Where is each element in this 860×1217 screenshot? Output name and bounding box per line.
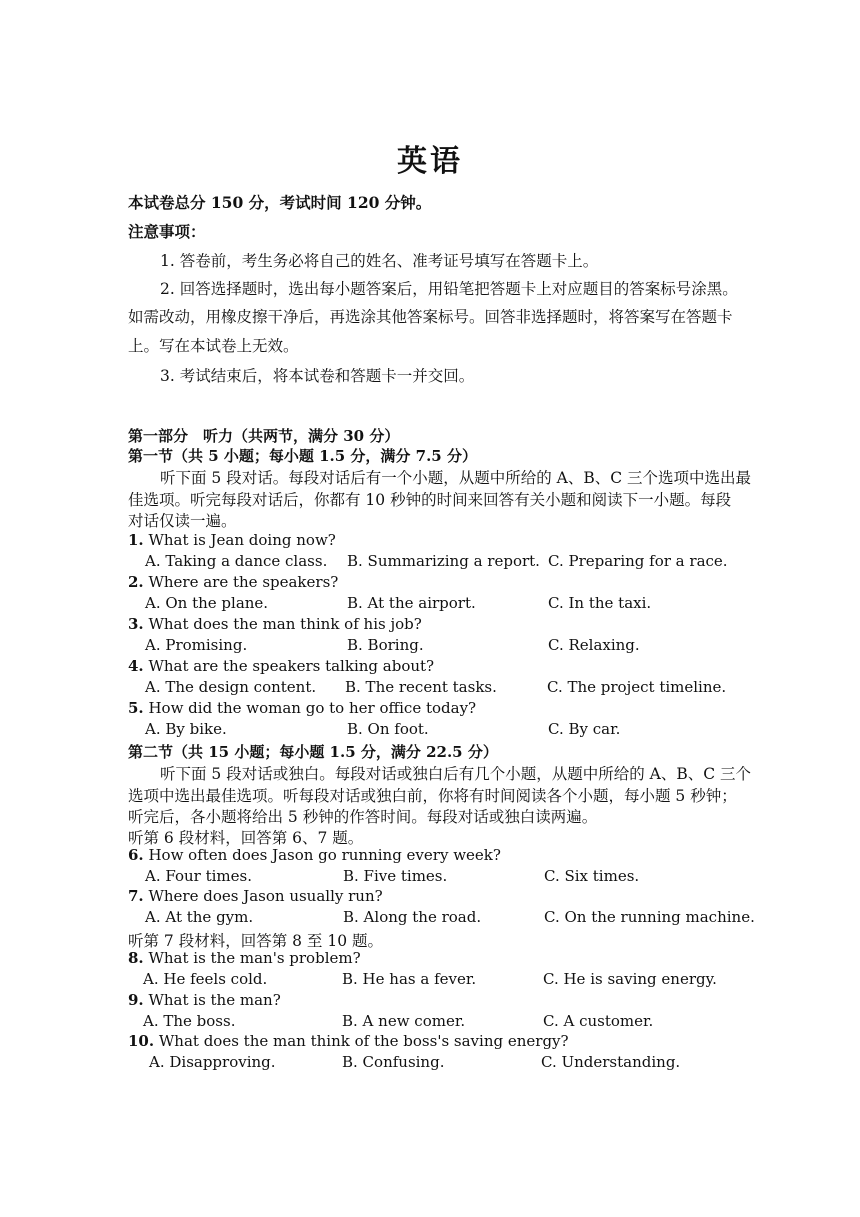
option-b: B. Boring.	[347, 636, 424, 654]
option-c: C. Preparing for a race.	[548, 552, 728, 570]
notice-heading: 注意事项：	[128, 222, 206, 241]
material-instruction: 听第 7 段材料，回答第 8 至 10 题。	[128, 932, 384, 950]
option-b: B. Summarizing a report.	[347, 552, 540, 570]
option-a: A. By bike.	[145, 720, 227, 738]
option-a: A. The design content.	[145, 678, 317, 696]
page-title: 英语	[397, 144, 463, 179]
option-c: C. Understanding.	[541, 1053, 681, 1071]
notice-item-2: 2. 回答选择题时，选出每小题答案后，用铅笔把答题卡上对应题目的答案标号涂黑。	[160, 280, 738, 298]
option-c: C. By car.	[548, 720, 621, 738]
option-b: B. Along the road.	[343, 908, 482, 926]
option-a: A. Taking a dance class.	[145, 552, 328, 570]
question-3: 3. What does the man think of his job?	[128, 615, 422, 633]
section-heading: 第二节（共 15 小题；每小题 1.5 分，满分 22.5 分）	[128, 743, 498, 761]
section-heading: 第一节（共 5 小题；每小题 1.5 分，满分 7.5 分）	[128, 447, 477, 465]
notice-item-3: 3. 考试结束后，将本试卷和答题卡一并交回。	[160, 367, 475, 385]
section-instruction: 听下面 5 段对话。每段对话后有一个小题，从题中所给的 A、B、C 三个选项中选出最	[160, 469, 752, 487]
option-b: B. Confusing.	[342, 1053, 445, 1071]
question-1: 1. What is Jean doing now?	[128, 531, 336, 549]
notice-item-2-cont: 上。写在本试卷上无效。	[128, 337, 299, 355]
option-a: A. Disapproving.	[149, 1053, 276, 1071]
option-c: C. The project timeline.	[547, 678, 727, 696]
option-b: B. Five times.	[343, 867, 448, 885]
notice-item-2-cont: 如需改动，用橡皮擦干净后，再选涂其他答案标号。回答非选择题时，将答案写在答题卡	[128, 308, 733, 326]
question-4: 4. What are the speakers talking about?	[128, 657, 435, 675]
option-a: A. Four times.	[145, 867, 252, 885]
option-c: C. Six times.	[544, 867, 640, 885]
option-c: C. On the running machine.	[544, 908, 755, 926]
material-instruction: 听第 6 段材料，回答第 6、7 题。	[128, 829, 364, 847]
section-instruction: 佳选项。听完每段对话后，你都有 10 秒钟的时间来回答有关小题和阅读下一小题。每段	[128, 491, 732, 509]
question-5: 5. How did the woman go to her office today?	[128, 699, 477, 717]
section-instruction: 听下面 5 段对话或独白。每段对话或独白后有几个小题，从题中所给的 A、B、C 三个	[160, 765, 752, 783]
question-6: 6. How often does Jason go running every week?	[128, 846, 501, 864]
option-b: B. A new comer.	[342, 1012, 466, 1030]
question-10: 10. What does the man think of the boss's saving energy?	[128, 1032, 569, 1050]
section-instruction: 选项中选出最佳选项。听每段对话或独白前，你将有时间阅读各个小题，每小题 5 秒钟；	[128, 787, 737, 805]
option-c: C. Relaxing.	[548, 636, 640, 654]
option-a: A. The boss.	[143, 1012, 236, 1030]
section-instruction: 对话仅读一遍。	[128, 512, 237, 530]
question-9: 9. What is the man?	[128, 991, 281, 1009]
option-b: B. On foot.	[347, 720, 429, 738]
option-a: A. Promising.	[145, 636, 248, 654]
question-2: 2. Where are the speakers?	[128, 573, 339, 591]
option-b: B. He has a fever.	[342, 970, 477, 988]
option-a: A. On the plane.	[145, 594, 269, 612]
option-b: B. At the airport.	[347, 594, 476, 612]
question-7: 7. Where does Jason usually run?	[128, 887, 383, 905]
exam-meta: 本试卷总分 150 分，考试时间 120 分钟。	[128, 193, 432, 212]
option-c: C. A customer.	[543, 1012, 654, 1030]
question-8: 8. What is the man's problem?	[128, 949, 361, 967]
option-b: B. The recent tasks.	[345, 678, 497, 696]
option-a: A. He feels cold.	[143, 970, 268, 988]
part-heading: 第一部分 听力（共两节，满分 30 分）	[128, 427, 400, 445]
notice-item-1: 1. 答卷前，考生务必将自己的姓名、准考证号填写在答题卡上。	[160, 252, 599, 270]
option-a: A. At the gym.	[145, 908, 254, 926]
option-c: C. He is saving energy.	[543, 970, 717, 988]
option-c: C. In the taxi.	[548, 594, 652, 612]
section-instruction: 听完后，各小题将给出 5 秒钟的作答时间。每段对话或独白读两遍。	[128, 808, 598, 826]
